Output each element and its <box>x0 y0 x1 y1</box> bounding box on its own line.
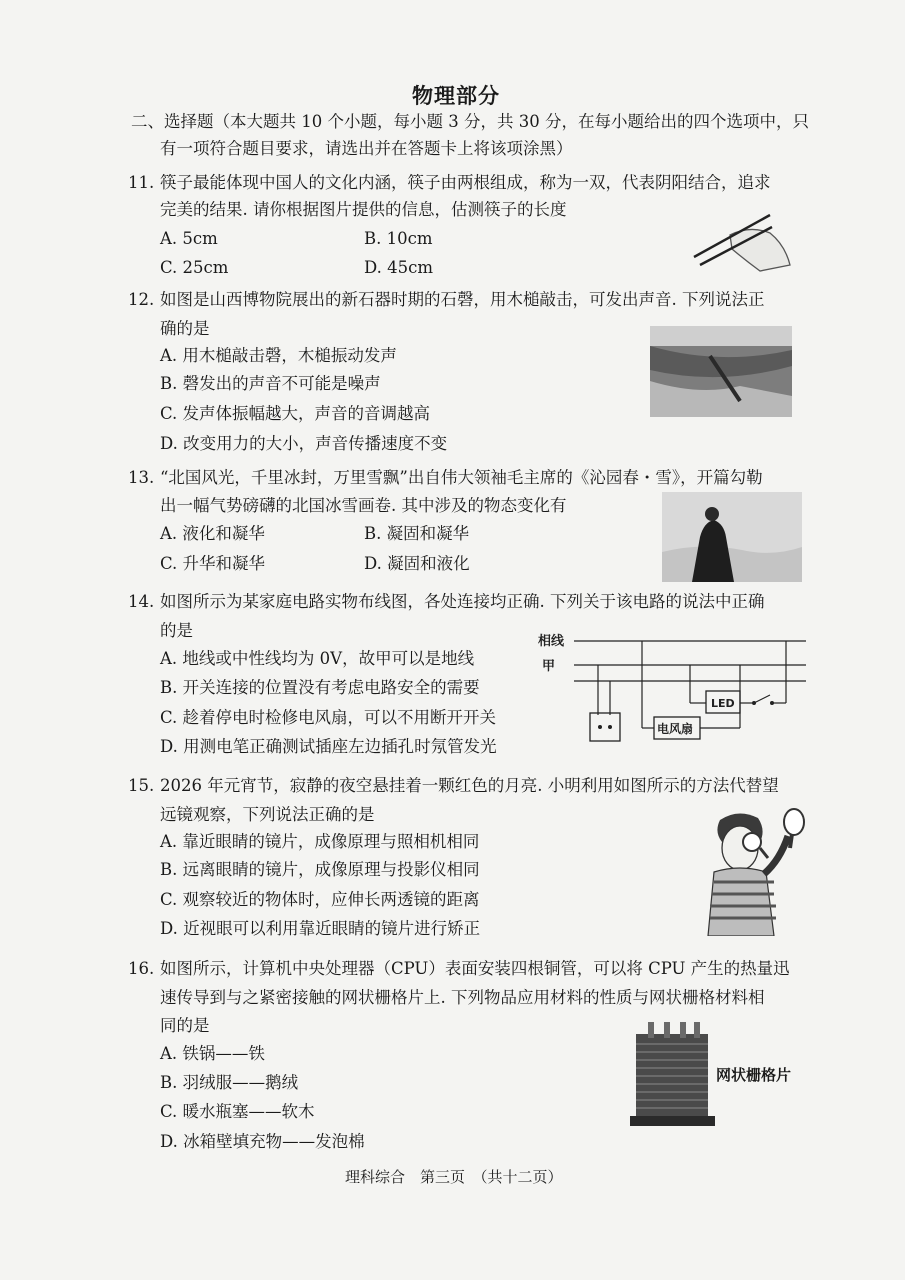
option-a: A. 地线或中性线均为 0V，故甲可以是地线 <box>160 649 475 668</box>
question-stem: 完美的结果. 请你根据图片提供的信息，估测筷子的长度 <box>160 200 567 219</box>
option-c: C. 趁着停电时检修电风扇，可以不用断开开关 <box>160 708 497 727</box>
page-title: 物理部分 <box>412 83 500 108</box>
question-number: 12. <box>128 290 155 309</box>
option-b: B. 10cm <box>364 229 433 248</box>
question-stem: “北国风光，千里冰封，万里雪飘”出自伟大领袖毛主席的《沁园春・雪》，开篇勾勒 <box>160 468 763 487</box>
option-c: C. 发声体振幅越大，声音的音调越高 <box>160 404 431 423</box>
socket <box>590 713 620 741</box>
option-b: B. 远离眼睛的镜片，成像原理与投影仪相同 <box>160 860 480 879</box>
chopsticks-hand-image <box>690 205 795 275</box>
option-c: C. 暖水瓶塞——软木 <box>160 1102 315 1121</box>
option-b: B. 羽绒服——鹅绒 <box>160 1073 299 1092</box>
option-a: A. 靠近眼睛的镜片，成像原理与照相机相同 <box>160 832 480 851</box>
option-d: D. 近视眼可以利用靠近眼睛的镜片进行矫正 <box>160 919 481 938</box>
option-b: B. 磬发出的声音不可能是噪声 <box>160 374 381 393</box>
question-number: 13. <box>128 468 155 487</box>
option-b: B. 开关连接的位置没有考虑电路安全的需要 <box>160 678 480 697</box>
option-a: A. 用木槌敲击磬，木槌振动发声 <box>160 346 397 365</box>
snow-landscape-photo <box>662 492 802 582</box>
option-d: D. 改变用力的大小，声音传播速度不变 <box>160 434 448 453</box>
page-footer: 理科综合 第三页 （共十二页） <box>345 1168 563 1186</box>
option-c: C. 观察较近的物体时，应伸长两透镜的距离 <box>160 890 480 909</box>
boy-with-lenses-illustration <box>700 808 810 936</box>
section-heading-line1: 二、选择题（本大题共 10 个小题，每小题 3 分，共 30 分，在每小题给出的四个选项中，只 <box>131 112 809 131</box>
stone-chime-photo <box>650 326 792 417</box>
question-stem: 如图是山西博物院展出的新石器时期的石磬，用木槌敲击，可发出声音. 下列说法正 <box>160 290 765 309</box>
option-d: D. 冰箱壁填充物——发泡棉 <box>160 1132 365 1151</box>
question-stem: 远镜观察，下列说法正确的是 <box>160 805 375 824</box>
option-c: C. 升华和凝华 <box>160 554 266 573</box>
fan-label: 电风扇 <box>657 722 694 736</box>
question-stem: 同的是 <box>160 1016 210 1035</box>
question-number: 11. <box>128 173 155 192</box>
option-b: B. 凝固和凝华 <box>364 524 470 543</box>
live-wire-label: 相线 <box>538 634 565 649</box>
option-a: A. 铁锅——铁 <box>160 1044 265 1063</box>
question-stem: 速传导到与之紧密接触的网状栅格片上. 下列物品应用材料的性质与网状栅格材料相 <box>160 988 765 1007</box>
cpu-heatsink-photo <box>630 1020 715 1128</box>
option-d: D. 45cm <box>364 258 434 277</box>
option-c: C. 25cm <box>160 258 229 277</box>
question-number: 16. <box>128 959 155 978</box>
question-stem: 如图所示，计算机中央处理器（CPU）表面安装四根铜管，可以将 CPU 产生的热量迅 <box>160 959 790 978</box>
option-d: D. 凝固和液化 <box>364 554 470 573</box>
question-stem: 的是 <box>160 621 193 640</box>
option-a: A. 液化和凝华 <box>160 524 265 543</box>
question-stem: 2026 年元宵节，寂静的夜空悬挂着一颗红色的月亮. 小明利用如图所示的方法代替望 <box>160 776 779 795</box>
wire-jia-label: 甲 <box>542 659 556 674</box>
question-stem: 确的是 <box>160 319 210 338</box>
option-d: D. 用测电笔正确测试插座左边插孔时氖管发光 <box>160 737 497 756</box>
question-stem: 筷子最能体现中国人的文化内涵，筷子由两根组成，称为一双，代表阴阳结合，追求 <box>160 173 771 192</box>
led-label: LED <box>711 697 735 710</box>
question-number: 14. <box>128 592 155 611</box>
question-number: 15. <box>128 776 155 795</box>
question-stem: 出一幅气势磅礴的北国冰雪画卷. 其中涉及的物态变化有 <box>160 496 567 515</box>
section-heading-line2: 有一项符合题目要求，请选出并在答题卡上将该项涂黑） <box>160 139 573 158</box>
switch <box>754 695 770 703</box>
heatsink-label: 网状栅格片 <box>716 1066 792 1084</box>
question-stem: 如图所示为某家庭电路实物布线图，各处连接均正确. 下列关于该电路的说法中正确 <box>160 592 765 611</box>
household-circuit-diagram <box>530 625 810 750</box>
option-a: A. 5cm <box>160 229 218 248</box>
